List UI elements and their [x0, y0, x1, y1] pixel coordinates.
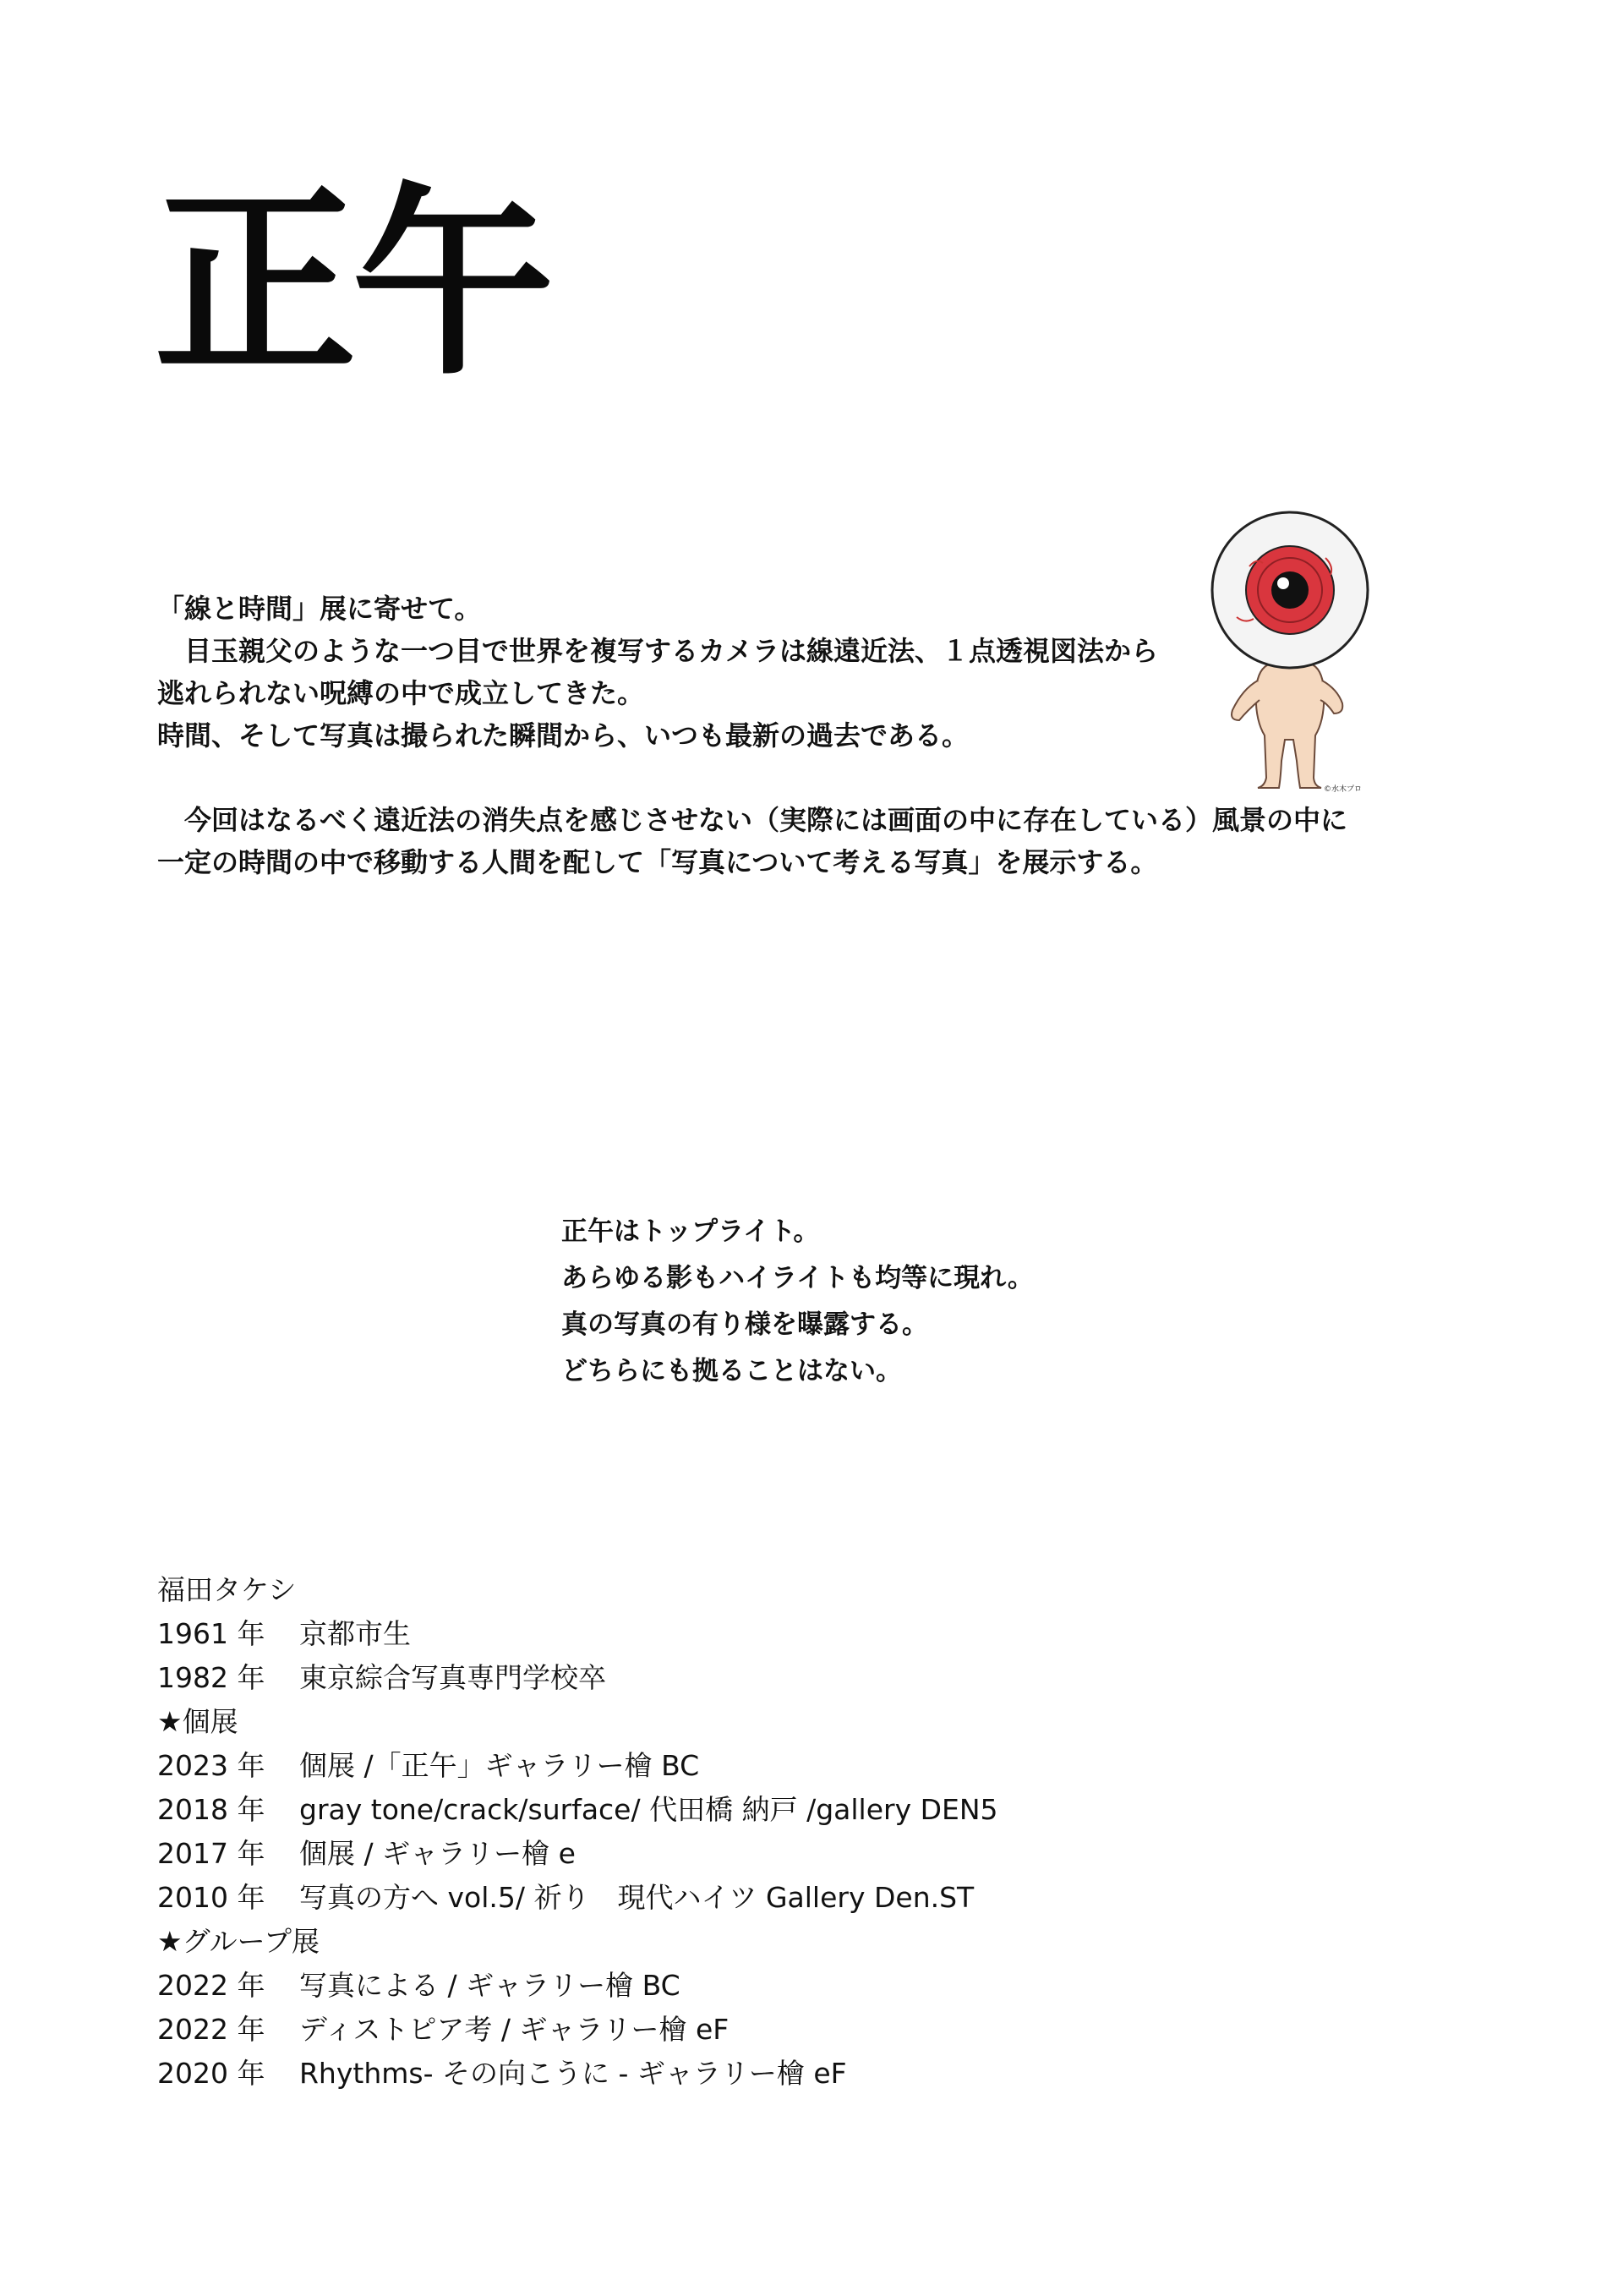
exhibition-text: 写真による / ギャラリー檜 BC [299, 1969, 680, 2002]
solo-exhibitions-heading: ★個展 [157, 1705, 238, 1738]
exhibition-year: 2020 年 [157, 2057, 265, 2090]
exhibition-text: Rhythms- その向こうに - ギャラリー檜 eF [299, 2057, 847, 2090]
solo-exhibition-row [157, 1788, 998, 1832]
exhibition-text: 個展 /「正午」ギャラリー檜 BC [299, 1749, 700, 1782]
bio-row [157, 1656, 998, 1700]
illustration-credit: ©水木プロ [1324, 785, 1363, 794]
group-exhibitions-heading: ★グループ展 [157, 1925, 320, 1958]
poem-line: あらゆる影もハイライトも均等に現れ。 [561, 1263, 1034, 1293]
poem-line: どちらにも拠ることはない。 [561, 1356, 902, 1386]
group-exhibition-row [157, 2008, 998, 2052]
exhibition-year: 2018 年 [157, 1793, 265, 1826]
bio-text: 京都市生 [299, 1617, 411, 1650]
bio-year: 1961 年 [157, 1617, 265, 1650]
exhibition-text: ディストピア考 / ギャラリー檜 eF [299, 2013, 730, 2046]
page-title: 正午 [154, 164, 550, 402]
artist-name: 福田タケシ [157, 1573, 297, 1606]
medama-oyaji-illustration [1199, 507, 1385, 795]
figure-body [1232, 664, 1342, 788]
intro-line: 今回はなるべく遠近法の消失点を感じさせない（実際には画面の中に存在している）風景の中に [157, 804, 1348, 836]
solo-exhibition-row [157, 1744, 998, 1788]
exhibition-text: 個展 / ギャラリー檜 e [299, 1837, 576, 1870]
intro-line: 時間、そして写真は撮られた瞬間から、いつも最新の過去である。 [157, 719, 970, 752]
exhibition-text: gray tone/crack/surface/ 代田橋 納戸 /gallery DEN5 [299, 1793, 998, 1826]
poem-line: 正午はトップライト。 [561, 1216, 820, 1247]
bio-text: 東京綜合写真専門学校卒 [299, 1661, 606, 1694]
artist-profile [157, 1568, 998, 2096]
intro-line: 「線と時間」展に寄せて。 [157, 593, 482, 625]
group-exhibition-row [157, 2052, 998, 2096]
intro-line: 一定の時間の中で移動する人間を配して「写真について考える写真」を展示する。 [157, 846, 1158, 878]
bio-row [157, 1612, 998, 1656]
exhibition-text: 写真の方へ vol.5/ 祈り 現代ハイツ Gallery Den.ST [299, 1881, 975, 1914]
exhibition-year: 2022 年 [157, 2013, 265, 2046]
exhibition-year: 2017 年 [157, 1837, 265, 1870]
intro-line: 逃れられない呪縛の中で成立してきた。 [157, 677, 645, 709]
poem [561, 1209, 1034, 1395]
solo-exhibition-row [157, 1832, 998, 1876]
eyeball-head [1212, 512, 1368, 668]
exhibition-year: 2010 年 [157, 1881, 265, 1914]
bio-year: 1982 年 [157, 1661, 265, 1694]
intro-line: 目玉親父のような一つ目で世界を複写するカメラは線遠近法、１点透視図法から [157, 635, 1159, 667]
poem-line: 真の写真の有り様を曝露する。 [561, 1309, 928, 1340]
exhibition-year: 2023 年 [157, 1749, 265, 1782]
exhibition-year: 2022 年 [157, 1969, 265, 2002]
solo-exhibition-row [157, 1876, 998, 1920]
group-exhibition-row [157, 1964, 998, 2008]
